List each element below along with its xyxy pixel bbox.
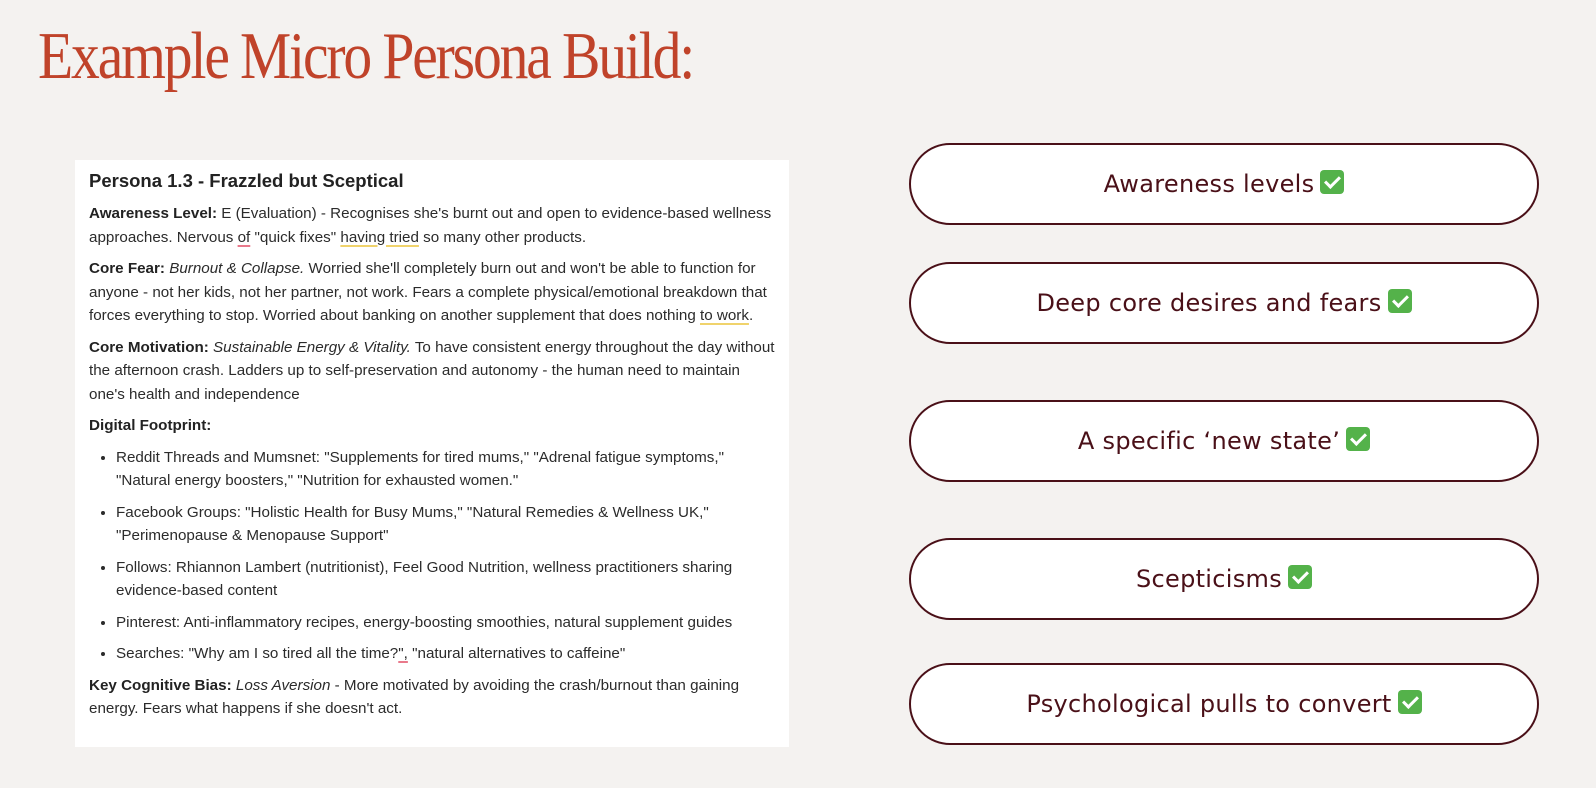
core-fear-paragraph [89, 257, 779, 328]
spellcheck-of: of [237, 228, 251, 246]
awareness-label: Awareness Level: [89, 205, 218, 222]
checklist-item-core-desires-fears [909, 262, 1539, 344]
check-mark-icon [1288, 565, 1312, 589]
check-mark-icon [1398, 690, 1422, 714]
checklist-item-scepticisms [909, 538, 1539, 620]
list-item: • Facebook Groups: "Holistic Health for Busy Mums," "Natural Remedies & Wellness UK," "Perimenopause & Menopause Support" [116, 501, 779, 548]
list-item: • Reddit Threads and Mumsnet: "Supplements for tired mums," "Adrenal fatigue symptoms," "Natural energy boosters," "Nutrition for exhausted women." [116, 446, 779, 493]
check-mark-icon [1388, 289, 1412, 313]
core-motivation-title: Sustainable Energy & Vitality. [213, 338, 411, 356]
persona-heading: Persona 1.3 - Frazzled but Sceptical [89, 170, 404, 191]
cognitive-bias-label: Key Cognitive Bias: [89, 676, 232, 694]
digital-footprint-paragraph [89, 414, 779, 438]
checklist-item-psychological-pulls [909, 663, 1539, 745]
persona-document [75, 160, 789, 747]
checklist-label: Awareness levels [1103, 170, 1315, 198]
awareness-level-paragraph [89, 202, 779, 249]
check-mark-icon [1320, 170, 1344, 194]
checklist-label: A specific ‘new state’ [1077, 427, 1341, 455]
grammar-having-tried: having tried [340, 228, 419, 246]
checklist-label: Scepticisms [1135, 565, 1283, 593]
cognitive-bias-title: Loss Aversion [235, 676, 331, 694]
checklist-item-awareness-levels [909, 143, 1539, 225]
core-fear-text-2: . [748, 307, 754, 324]
searches-text: Searches: "Why am I so tired all the time? [116, 645, 399, 662]
searches-text-2: "natural alternatives to caffeine" [407, 645, 626, 662]
checklist-label: Deep core desires and fears [1036, 289, 1382, 317]
cognitive-bias-paragraph [89, 674, 779, 721]
page-title: Example Micro Persona Build: [38, 19, 694, 93]
core-motivation-label: Core Motivation: [89, 338, 209, 356]
cognitive-bias-text: - More motivated by avoiding the crash/burnout than gaining energy. Fears what happens if she doesn't act. [89, 676, 740, 717]
spellcheck-quote: ", [398, 645, 408, 662]
core-fear-title: Burnout & Collapse. [169, 260, 305, 277]
awareness-text: E (Evaluation) - Recognises she's burnt out and open to evidence-based wellness approaches. Nervous [89, 205, 772, 246]
awareness-text-2: "quick fixes" [250, 228, 341, 246]
digital-footprint-list [89, 446, 779, 666]
core-motivation-text: To have consistent energy throughout the day without the afternoon crash. Ladders up to self-preservation and autonomy - the human need to maintain one's health and independence [89, 338, 775, 403]
digital-footprint-label: Digital Footprint: [89, 417, 212, 434]
check-mark-icon [1346, 427, 1370, 451]
checklist-label: Psychological pulls to convert [1026, 690, 1392, 718]
core-fear-label: Core Fear: [89, 260, 165, 277]
list-item [116, 642, 779, 666]
checklist-item-new-state [909, 400, 1539, 482]
core-motivation-paragraph [89, 336, 779, 407]
core-fear-text: Worried she'll completely burn out and won't be able to function for anyone - not her kids, not her partner, not work. Fears a complete physical/emotional breakdown that forces everything to stop. Worried about banking on another supplement that does nothing [89, 260, 767, 324]
awareness-text-3: so many other products. [418, 228, 587, 246]
list-item: • Follows: Rhiannon Lambert (nutritionist), Feel Good Nutrition, wellness practitioners sharing evidence-based content [116, 556, 779, 603]
list-item: • Pinterest: Anti-inflammatory recipes, energy-boosting smoothies, natural supplement guides [116, 611, 779, 635]
grammar-to-work: to work [700, 307, 749, 324]
